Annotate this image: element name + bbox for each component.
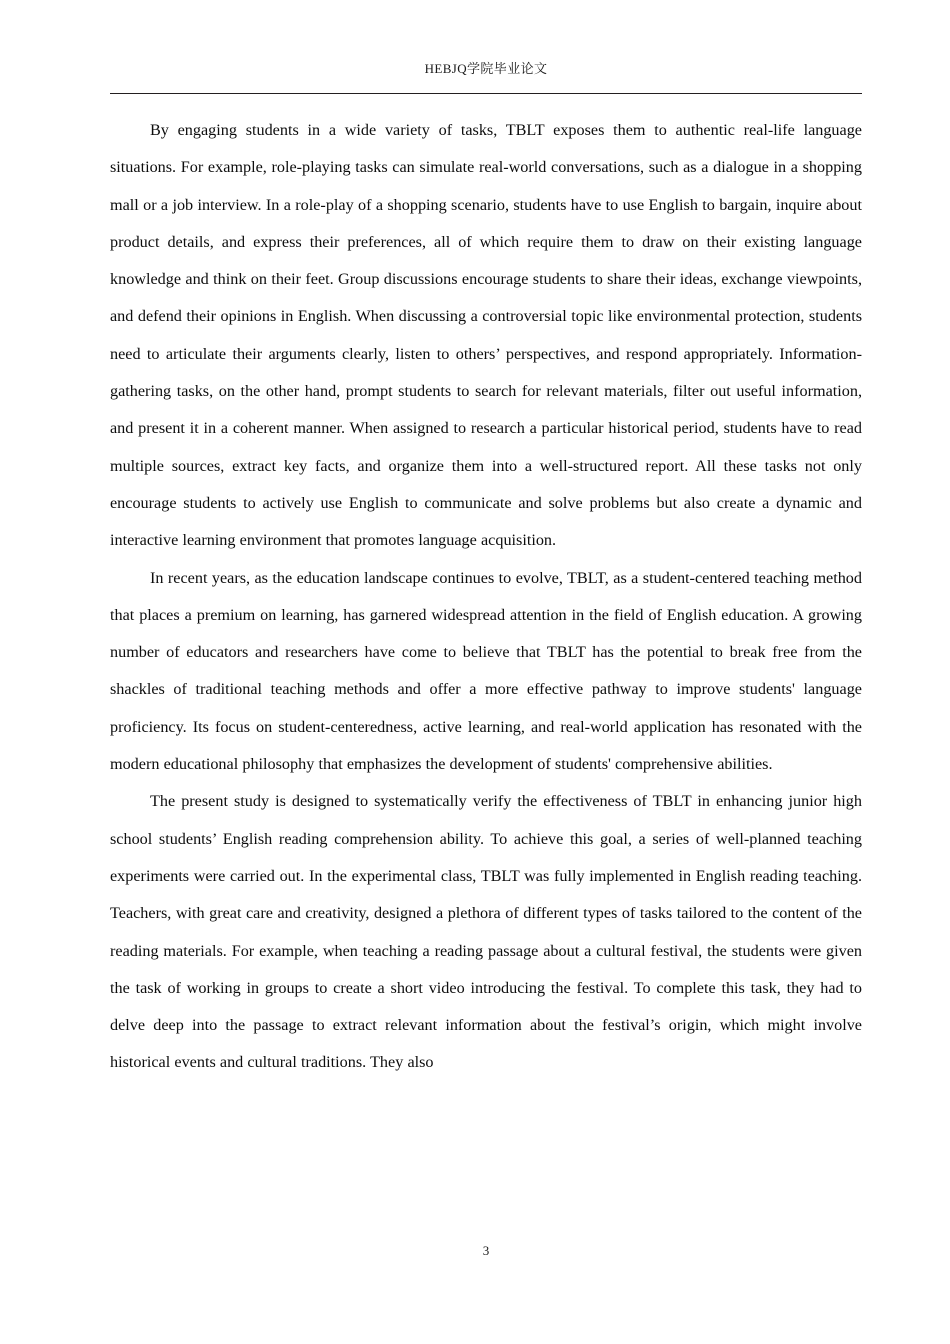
running-header-title: HEBJQ学院毕业论文 [424, 61, 548, 76]
header-divider-rule [110, 93, 862, 94]
body-paragraph: In recent years, as the education landscape continues to evolve, TBLT, as a student-centered teaching method that places a premium on learning, has garnered widespread attention in the field of English education. A growing number of educators and researchers have come to believe that TBLT has the potential to break free from the shackles of traditional teaching methods and offer a more effective pathway to improve students' language proficiency. Its focus on student-centeredness, active learning, and real-world application has resonated with the modern educational philosophy that emphasizes the development of students' comprehensive abilities. [110, 568, 862, 774]
page-footer [110, 1242, 862, 1260]
running-header [110, 60, 862, 78]
body-paragraph: By engaging students in a wide variety of tasks, TBLT exposes them to authentic real-life language situations. For example, role-playing tasks can simulate real-world conversations, such as a dialogue in a shopping mall or a job interview. In a role-play of a shopping scenario, students have to use English to bargain, inquire about product details, and express their preferences, all of which require them to draw on their existing language knowledge and think on their feet. Group discussions encourage students to share their ideas, exchange viewpoints, and defend their opinions in English. When discussing a controversial topic like environmental protection, students need to articulate their arguments clearly, listen to others’ perspectives, and respond appropriately. Information-gathering tasks, on the other hand, prompt students to search for relevant materials, filter out useful information, and present it in a coherent manner. When assigned to research a particular historical period, students have to read multiple sources, extract key facts, and organize them into a well-structured report. All these tasks not only encourage students to actively use English to communicate and solve problems but also create a dynamic and interactive learning environment that promotes language acquisition. [110, 121, 862, 550]
body-text-block [110, 112, 862, 1082]
body-paragraph: The present study is designed to systematically verify the effectiveness of TBLT in enhancing junior high school students’ English reading comprehension ability. To achieve this goal, a series of well-planned teaching experiments were carried out. In the experimental class, TBLT was fully implemented in English reading teaching. Teachers, with great care and creativity, designed a plethora of different types of tasks tailored to the content of the reading materials. For example, when teaching a reading passage about a cultural festival, the students were given the task of working in groups to create a short video introducing the festival. To complete this task, they had to delve deep into the passage to extract relevant information about the festival’s origin, which might involve historical events and cultural traditions. They also [110, 792, 862, 1072]
page-number: 3 [482, 1243, 490, 1258]
